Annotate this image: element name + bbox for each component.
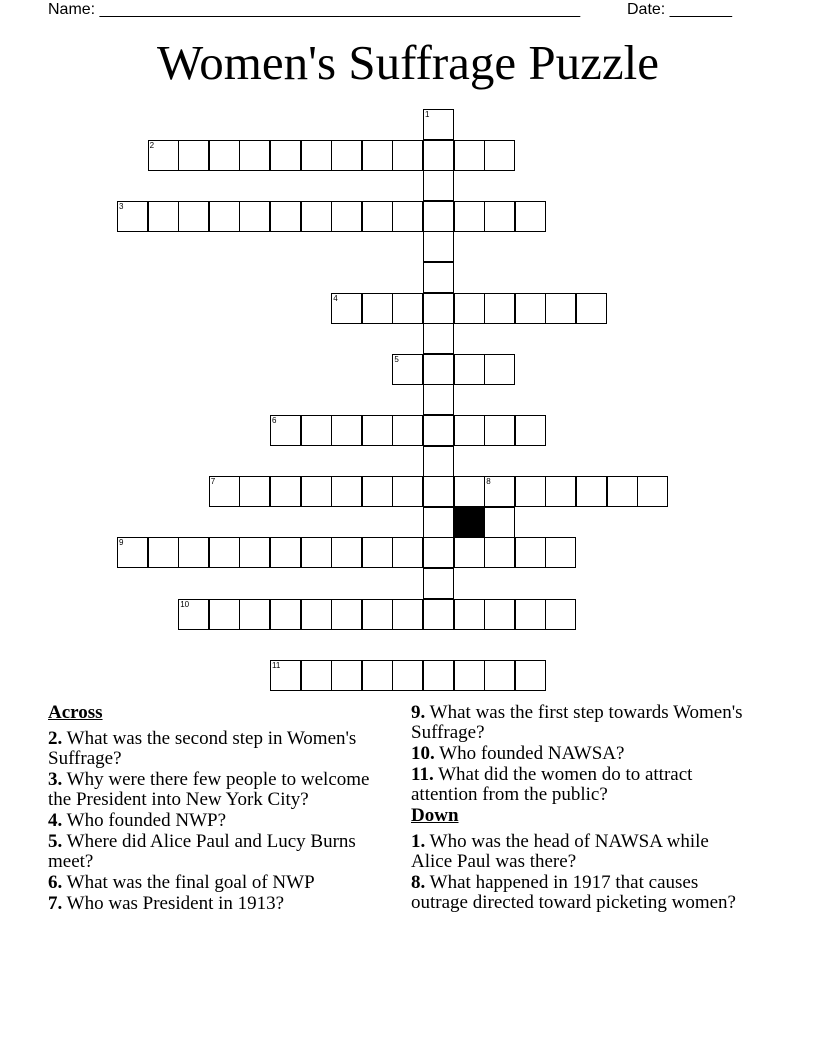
grid-cell[interactable] (362, 660, 393, 691)
grid-cell[interactable] (301, 201, 332, 232)
grid-cell[interactable] (423, 323, 454, 354)
clue-number: 3 (119, 201, 124, 211)
grid-cell[interactable] (484, 415, 515, 446)
clue-number: 11 (272, 660, 281, 670)
grid-cell[interactable] (270, 140, 301, 171)
grid-cell[interactable] (545, 476, 576, 507)
grid-cell[interactable] (423, 507, 454, 538)
date-field-label: Date: _______ (627, 1, 732, 18)
down-clue-8: 8. What happened in 1917 that causes outrage directed toward picketing women? (411, 872, 736, 913)
grid-cell[interactable] (301, 660, 332, 691)
grid-cell[interactable] (454, 537, 485, 568)
across-clue-7: 7. Who was President in 1913? (48, 893, 285, 914)
grid-cell[interactable] (545, 537, 576, 568)
across-clue-9: 9. What was the first step towards Women's Suffrage? (411, 702, 743, 743)
grid-cell[interactable] (148, 201, 179, 232)
grid-cell[interactable] (454, 293, 485, 324)
grid-cell[interactable] (331, 537, 362, 568)
grid-cell[interactable] (209, 201, 240, 232)
grid-cell[interactable] (515, 293, 546, 324)
grid-cell[interactable] (423, 537, 454, 568)
grid-cell[interactable] (270, 599, 301, 630)
grid-cell[interactable] (331, 415, 362, 446)
grid-cell[interactable] (331, 660, 362, 691)
grid-cell[interactable] (270, 201, 301, 232)
grid-cell[interactable] (515, 415, 546, 446)
grid-cell[interactable] (576, 476, 607, 507)
grid-cell[interactable] (454, 201, 485, 232)
grid-cell[interactable] (209, 140, 240, 171)
grid-cell[interactable] (515, 599, 546, 630)
down-clue-1: 1. Who was the head of NAWSA while Alice Paul was there? (411, 831, 709, 872)
grid-cell[interactable] (484, 537, 515, 568)
grid-cell[interactable] (209, 599, 240, 630)
grid-cell[interactable] (362, 599, 393, 630)
clue-number: 1 (425, 110, 430, 119)
grid-cell[interactable] (148, 537, 179, 568)
clue-number: 9 (119, 538, 124, 548)
grid-cell[interactable] (637, 476, 668, 507)
grid-cell[interactable] (515, 476, 546, 507)
clue-number: 5 (394, 354, 399, 364)
clue-number: 10 (180, 599, 190, 609)
clue-number: 2 (149, 140, 155, 150)
across-heading: Across (48, 702, 103, 723)
grid-cell[interactable] (454, 660, 485, 691)
clues-right-column (411, 703, 751, 914)
grid-cell[interactable] (423, 140, 454, 171)
grid-cell[interactable] (239, 201, 270, 232)
across-clue-6: 6. What was the final goal of NWP (48, 872, 315, 893)
across-clue-4: 4. Who founded NWP? (48, 810, 227, 831)
grid-cell[interactable] (515, 660, 546, 691)
grid-cell[interactable] (484, 660, 515, 691)
grid-cell[interactable] (423, 568, 454, 599)
grid-cell[interactable] (423, 660, 454, 691)
grid-cell[interactable] (576, 293, 607, 324)
grid-cell[interactable] (331, 201, 362, 232)
clue-number: 4 (333, 293, 338, 303)
grid-cell[interactable] (423, 262, 454, 293)
grid-cell[interactable] (454, 354, 485, 385)
grid-cell[interactable] (484, 140, 515, 171)
clue-number: 8 (486, 477, 491, 487)
grid-cell[interactable] (423, 415, 454, 446)
grid-cell[interactable] (484, 293, 515, 324)
grid-cell[interactable] (209, 537, 240, 568)
grid-cell[interactable] (423, 446, 454, 477)
grid-cell[interactable] (392, 537, 423, 568)
grid-cell[interactable] (545, 599, 576, 630)
grid-cell[interactable] (301, 476, 332, 507)
grid-cell[interactable] (484, 599, 515, 630)
grid-cell[interactable] (178, 140, 209, 171)
grid-cell[interactable] (423, 293, 454, 324)
grid-cell[interactable] (392, 140, 423, 171)
grid-cell[interactable] (392, 476, 423, 507)
clues-left-column (48, 703, 388, 915)
grid-cell[interactable] (270, 476, 301, 507)
grid-cell[interactable] (239, 476, 270, 507)
across-clue-5: 5. Where did Alice Paul and Lucy Burns meet? (48, 831, 356, 872)
grid-cell[interactable] (178, 537, 209, 568)
grid-cell[interactable] (423, 476, 454, 507)
clue-number: 7 (210, 477, 216, 487)
grid-cell[interactable] (362, 140, 393, 171)
grid-cell[interactable] (454, 140, 485, 171)
grid-cell[interactable] (454, 415, 485, 446)
grid-cell[interactable] (484, 507, 515, 538)
grid-cell[interactable] (178, 201, 209, 232)
grid-cell[interactable] (423, 170, 454, 201)
grid-cell[interactable] (362, 476, 393, 507)
grid-cell[interactable] (270, 537, 301, 568)
grid-cell[interactable] (301, 415, 332, 446)
grid-cell[interactable] (423, 354, 454, 385)
grid-cell[interactable] (454, 599, 485, 630)
grid-cell[interactable] (301, 140, 332, 171)
grid-cell[interactable] (423, 201, 454, 232)
grid-cell[interactable] (545, 293, 576, 324)
grid-cell[interactable] (362, 293, 393, 324)
name-field-label: Name: ______________________________________________________ (48, 1, 581, 18)
grid-cell[interactable] (392, 660, 423, 691)
grid-cell[interactable] (331, 599, 362, 630)
clue-number: 6 (272, 416, 277, 425)
grid-cell[interactable] (423, 384, 454, 415)
grid-cell[interactable] (331, 476, 362, 507)
grid-cell[interactable] (484, 201, 515, 232)
grid-cell[interactable] (423, 231, 454, 262)
black-square (454, 507, 485, 538)
grid-cell[interactable] (301, 537, 332, 568)
across-clue-3: 3. Why were there few people to welcome the President into New York City? (48, 769, 370, 810)
grid-cell[interactable] (301, 599, 332, 630)
grid-cell[interactable] (484, 354, 515, 385)
grid-cell[interactable] (362, 537, 393, 568)
grid-cell[interactable] (392, 599, 423, 630)
grid-cell[interactable] (392, 293, 423, 324)
grid-cell[interactable] (239, 599, 270, 630)
grid-cell[interactable] (392, 201, 423, 232)
grid-cell[interactable] (362, 201, 393, 232)
grid-cell[interactable] (607, 476, 638, 507)
grid-cell[interactable] (362, 415, 393, 446)
grid-cell[interactable] (239, 537, 270, 568)
across-clue-10: 10. Who founded NAWSA? (411, 743, 625, 764)
grid-cell[interactable] (423, 599, 454, 630)
grid-cell[interactable] (515, 201, 546, 232)
grid-cell[interactable] (239, 140, 270, 171)
grid-cell[interactable] (331, 140, 362, 171)
grid-cell[interactable] (392, 415, 423, 446)
down-heading: Down (411, 805, 459, 826)
across-clue-2: 2. What was the second step in Women's Suffrage? (48, 728, 357, 769)
across-clue-11: 11. What did the women do to attract attention from the public? (411, 764, 693, 805)
grid-cell[interactable] (515, 537, 546, 568)
grid-cell[interactable] (454, 476, 485, 507)
page-title: Women's Suffrage Puzzle (156, 35, 659, 90)
